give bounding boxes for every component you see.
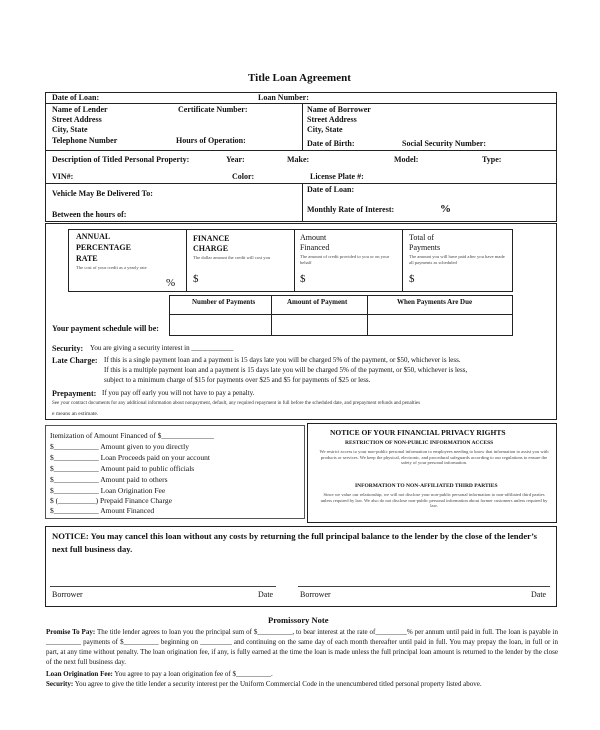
- origination-fee-text: You agree to pay a loan origination fee of $__________.: [112, 670, 273, 678]
- itemization-row: $____________ Amount paid to others: [50, 475, 168, 484]
- total-payments-title-1: Total of: [409, 233, 434, 242]
- prepayment-label: Prepayment:: [52, 389, 97, 398]
- borrower-signature-label: Borrower: [52, 590, 83, 599]
- license-plate-label: License Plate #:: [310, 172, 364, 181]
- finance-charge-title-2: CHARGE: [193, 244, 229, 253]
- borrower-name-label: Name of Borrower: [307, 105, 371, 114]
- privacy-paragraph-restriction: We restrict access to your non-public personal information to employees needing to know that information to assist you with products or services. We keep the physical, electronic, and procedural safeguards according to our regulations to ensure the safety of your personal information.: [319, 449, 549, 465]
- privacy-paragraph-third-parties: Since we value our relationship, we will not disclose your non-public personal information to non-affiliated third parties unless required by law. We also do not disclose non-public personal information about former customers unless required by law.: [320, 492, 548, 508]
- signature-date-label: Date: [531, 590, 547, 599]
- contract-documents-note: See your contract documents for any additional information about nonpayment, default, any required repayment in full before the scheduled date, and prepayment refunds and penalties: [52, 401, 421, 406]
- delivered-to-label: Vehicle May Be Delivered To:: [52, 189, 153, 198]
- security-text: You are giving a security interest in ____________: [90, 344, 234, 352]
- monthly-rate-percent: %: [440, 203, 451, 215]
- payment-schedule-label: Your payment schedule will be:: [52, 324, 159, 333]
- itemization-row: $____________ Amount given to you directly: [50, 442, 189, 451]
- type-label: Type:: [482, 155, 502, 164]
- promissory-security-label: Security:: [46, 680, 74, 688]
- apr-title-1: ANNUAL: [76, 232, 111, 241]
- apr-description: The cost of your credit as a yearly rate: [76, 265, 147, 270]
- borrower-signature-line: [50, 586, 276, 587]
- hours-of-operation-label: Hours of Operation:: [176, 136, 246, 145]
- finance-charge-description: The dollar amount the credit will cost you: [193, 255, 271, 260]
- promissory-security-text: You agree to give the title lender a security interest per the Uniform Commercial Code in the unencumbered titled personal property listed above.: [73, 680, 482, 688]
- promissory-security-paragraph: [46, 679, 558, 689]
- monthly-rate-label: Monthly Rate of Interest:: [307, 205, 395, 214]
- apr-title-2: PERCENTAGE: [76, 243, 131, 252]
- itemization-row: $____________ Loan Origination Fee: [50, 486, 166, 495]
- origination-fee-label: Loan Origination Fee:: [46, 670, 113, 678]
- privacy-title: NOTICE OF YOUR FINANCIAL PRIVACY RIGHTS: [330, 428, 506, 437]
- amount-financed-dollar: $: [300, 273, 306, 285]
- prepayment-text: If you pay off early you will not have to pay a penalty.: [102, 389, 255, 397]
- total-payments-dollar: $: [409, 273, 415, 285]
- schedule-header-number: Number of Payments: [192, 298, 256, 306]
- total-payments-title-2: Payments: [409, 243, 441, 252]
- property-description-label: Description of Titled Personal Property:: [52, 155, 190, 164]
- page-title: Title Loan Agreement: [248, 72, 351, 84]
- schedule-header-when: When Payments Are Due: [397, 298, 473, 306]
- late-charge-minimum: subject to a minimum charge of $15 for payments over $25 and $5 for payments of $25 or less.: [104, 376, 371, 384]
- privacy-heading-restriction: RESTRICTION OF NON-PUBLIC INFORMATION ACCESS: [345, 440, 494, 446]
- promise-to-pay-text: The title lender agrees to loan you the principal sum of $__________, to bear interest at the rate of_________% per annum until paid in full. The loan is payable in __________ payments of $__________ beginning on _________ and continuing on the same day of each month thereafter until paid in full. You may prepay the loan, in full or in part, at any time without penalty. The loan origination fee, if any, is fully earned at the time the loan is made unless the full principal loan amount is returned to the lender by the close of the next full business day.: [46, 628, 559, 666]
- security-label: Security:: [52, 344, 84, 353]
- ssn-label: Social Security Number:: [402, 139, 486, 148]
- itemization-row: $ (__________) Prepaid Finance Charge: [50, 496, 172, 505]
- itemization-row: $____________ Amount paid to public officials: [50, 464, 195, 473]
- lender-street-label: Street Address: [52, 115, 102, 124]
- promissory-note-title: Promissory Note: [268, 615, 329, 625]
- promise-to-pay-paragraph: [46, 627, 558, 667]
- total-payments-description: The amount you will have paid after you have made all payments as scheduled: [409, 254, 505, 265]
- estimate-note: e means an estimate.: [52, 411, 99, 417]
- apr-percent-sign: %: [166, 277, 176, 289]
- privacy-heading-third-parties: INFORMATION TO NON-AFFILIATED THIRD PARTIES: [355, 483, 498, 489]
- late-charge-multiple: If this is a multiple payment loan and a payment is 15 days late you will be charged 5% of the payment, or $50, whichever is less,: [104, 366, 468, 374]
- lender-phone-label: Telephone Number: [52, 136, 118, 145]
- late-charge-single: If this is a single payment loan and a payment is 15 days late you will be charged 5% of the payment, or $50, whichever is less.: [104, 356, 461, 364]
- lender-city-label: City, State: [52, 125, 88, 134]
- date-of-birth-label: Date of Birth:: [307, 139, 355, 148]
- late-charge-label: Late Charge:: [52, 356, 98, 365]
- vehicle-date-of-loan-label: Date of Loan:: [307, 185, 355, 194]
- color-label: Color:: [232, 172, 255, 181]
- amount-financed-title-2: Financed: [300, 243, 330, 252]
- origination-fee-paragraph: [46, 669, 558, 679]
- borrower-signature-line: [298, 586, 550, 587]
- loan-number-label: Loan Number:: [258, 93, 309, 102]
- finance-charge-title-1: FINANCE: [193, 234, 230, 243]
- finance-charge-dollar: $: [193, 273, 199, 285]
- itemization-row: $____________ Amount Financed: [50, 506, 155, 515]
- date-of-loan-label: Date of Loan:: [52, 93, 100, 102]
- borrower-signature-label: Borrower: [300, 590, 331, 599]
- itemization-title: Itemization of Amount Financed of $______________: [50, 431, 214, 440]
- certificate-number-label: Certificate Number:: [178, 105, 248, 114]
- promise-to-pay-label: Promise To Pay:: [46, 628, 96, 636]
- vin-label: VIN#:: [52, 172, 74, 181]
- apr-title-3: RATE: [76, 254, 98, 263]
- lender-name-label: Name of Lender: [52, 105, 108, 114]
- signature-date-label: Date: [258, 590, 274, 599]
- cancellation-notice-text: NOTICE: You may cancel this loan without any costs by returning the full principal balance to the lender by the close of the lender’s next full business day.: [52, 531, 537, 554]
- between-hours-label: Between the hours of:: [52, 210, 127, 219]
- itemization-row: $____________ Loan Proceeds paid on your account: [50, 453, 210, 462]
- model-label: Model:: [394, 155, 419, 164]
- schedule-header-amount: Amount of Payment: [287, 298, 348, 306]
- borrower-street-label: Street Address: [307, 115, 357, 124]
- amount-financed-description: The amount of credit provided to you or on your behalf: [300, 254, 390, 265]
- borrower-city-label: City, State: [307, 125, 343, 134]
- make-label: Make:: [287, 155, 310, 164]
- year-label: Year:: [226, 155, 245, 164]
- amount-financed-title-1: Amount: [300, 233, 327, 242]
